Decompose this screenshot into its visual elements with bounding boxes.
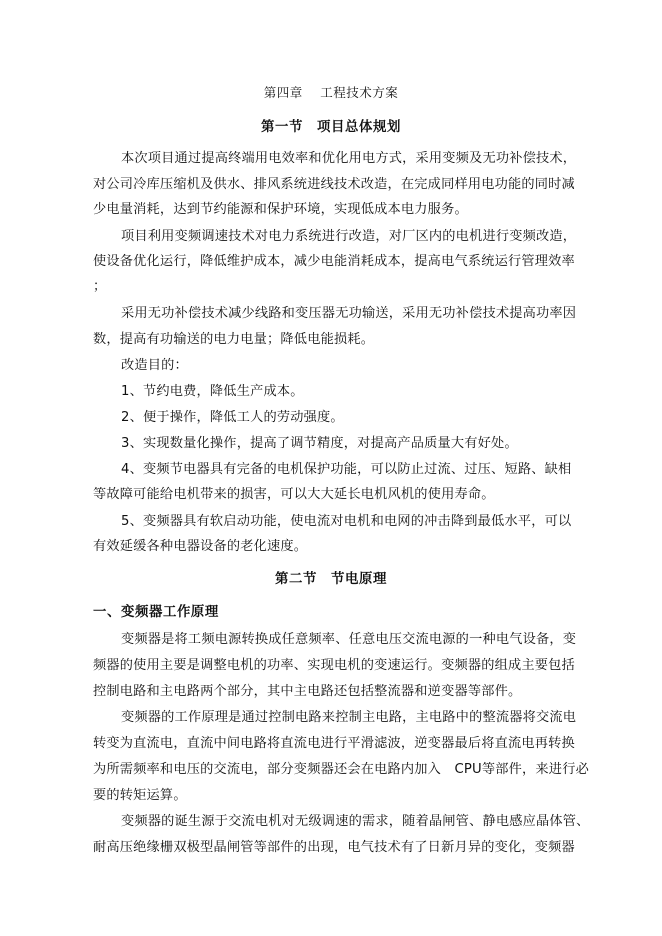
paragraph-line: 数，提高有功输送的电力电量；降低电能损耗。 [93, 332, 375, 347]
goals-title: 改造目的： [121, 358, 188, 373]
goal-item: 5、变频器具有软启动功能，使电流对电机和电网的冲击降到最低水平，可以 [121, 514, 572, 529]
section-2-title: 第二节 节电原理 [275, 572, 387, 587]
paragraph-line: 变频器是将工频电源转换成任意频率、任意电压交流电源的一种电气设备，变 [121, 632, 577, 647]
paragraph-line: 转变为直流电，直流中间电路将直流电进行平滑滤波，逆变器最后将直流电再转换 [93, 736, 575, 751]
paragraph-line: ； [93, 279, 107, 294]
paragraph-line: 为所需频率和电压的交流电，部分变频器还会在电路内加入 CPU等部件，来进行必 [93, 762, 589, 777]
paragraph-line: 变频器的工作原理是通过控制电路来控制主电路，主电路中的整流器将交流电 [121, 710, 577, 725]
goal-item-continuation: 等故障可能给电机带来的损害，可以大大延长电机风机的使用寿命。 [93, 487, 495, 502]
paragraph-line: 本次项目通过提高终端用电效率和优化用电方式，采用变频及无功补偿技术， [121, 151, 577, 166]
paragraph-line: 耐高压绝缘栅双极型晶闸管等部件的出现，电气技术有了日新月异的变化，变频器 [93, 840, 575, 855]
paragraph-line: 频器的使用主要是调整电机的功率、实现电机的变速运行。变频器的组成主要包括 [93, 658, 575, 673]
paragraph-line: 要的转矩运算。 [93, 788, 187, 803]
goal-item: 2、便于操作，降低工人的劳动强度。 [121, 410, 344, 425]
section-1-title: 第一节 项目总体规划 [261, 120, 401, 135]
paragraph-line: 少电量消耗，达到节约能源和保护环境，实现低成本电力服务。 [93, 202, 468, 217]
paragraph-line: 采用无功补偿技术减少线路和变压器无功输送，采用无功补偿技术提高功率因 [121, 306, 577, 321]
goal-item: 3、实现数量化操作，提高了调节精度，对提高产品质量大有好处。 [121, 436, 518, 451]
paragraph-line: 变频器的诞生源于交流电机对无级调速的需求，随着晶闸管、静电感应晶体管、 [121, 814, 590, 829]
paragraph-line: 对公司冷库压缩机及供水、排风系统进线技术改造，在完成同样用电功能的同时减 [93, 177, 575, 192]
paragraph-line: 使设备优化运行，降低维护成本，减少电能消耗成本，提高电气系统运行管理效率 [93, 254, 575, 269]
goal-item: 1、节约电费，降低生产成本。 [121, 384, 304, 399]
goal-item-continuation: 有效延缓各种电器设备的老化速度。 [93, 539, 308, 554]
paragraph-line: 控制电路和主电路两个部分，其中主电路还包括整流器和逆变器等部件。 [93, 684, 522, 699]
paragraph-line: 项目利用变频调速技术对电力系统进行改造，对厂区内的电机进行变频改造， [121, 229, 577, 244]
chapter-title: 第四章 工程技术方案 [263, 85, 399, 100]
subsection-title: 一、变频器工作原理 [93, 605, 219, 620]
goal-item: 4、变频节电器具有完备的电机保护功能，可以防止过流、过压、短路、缺相 [121, 462, 572, 477]
